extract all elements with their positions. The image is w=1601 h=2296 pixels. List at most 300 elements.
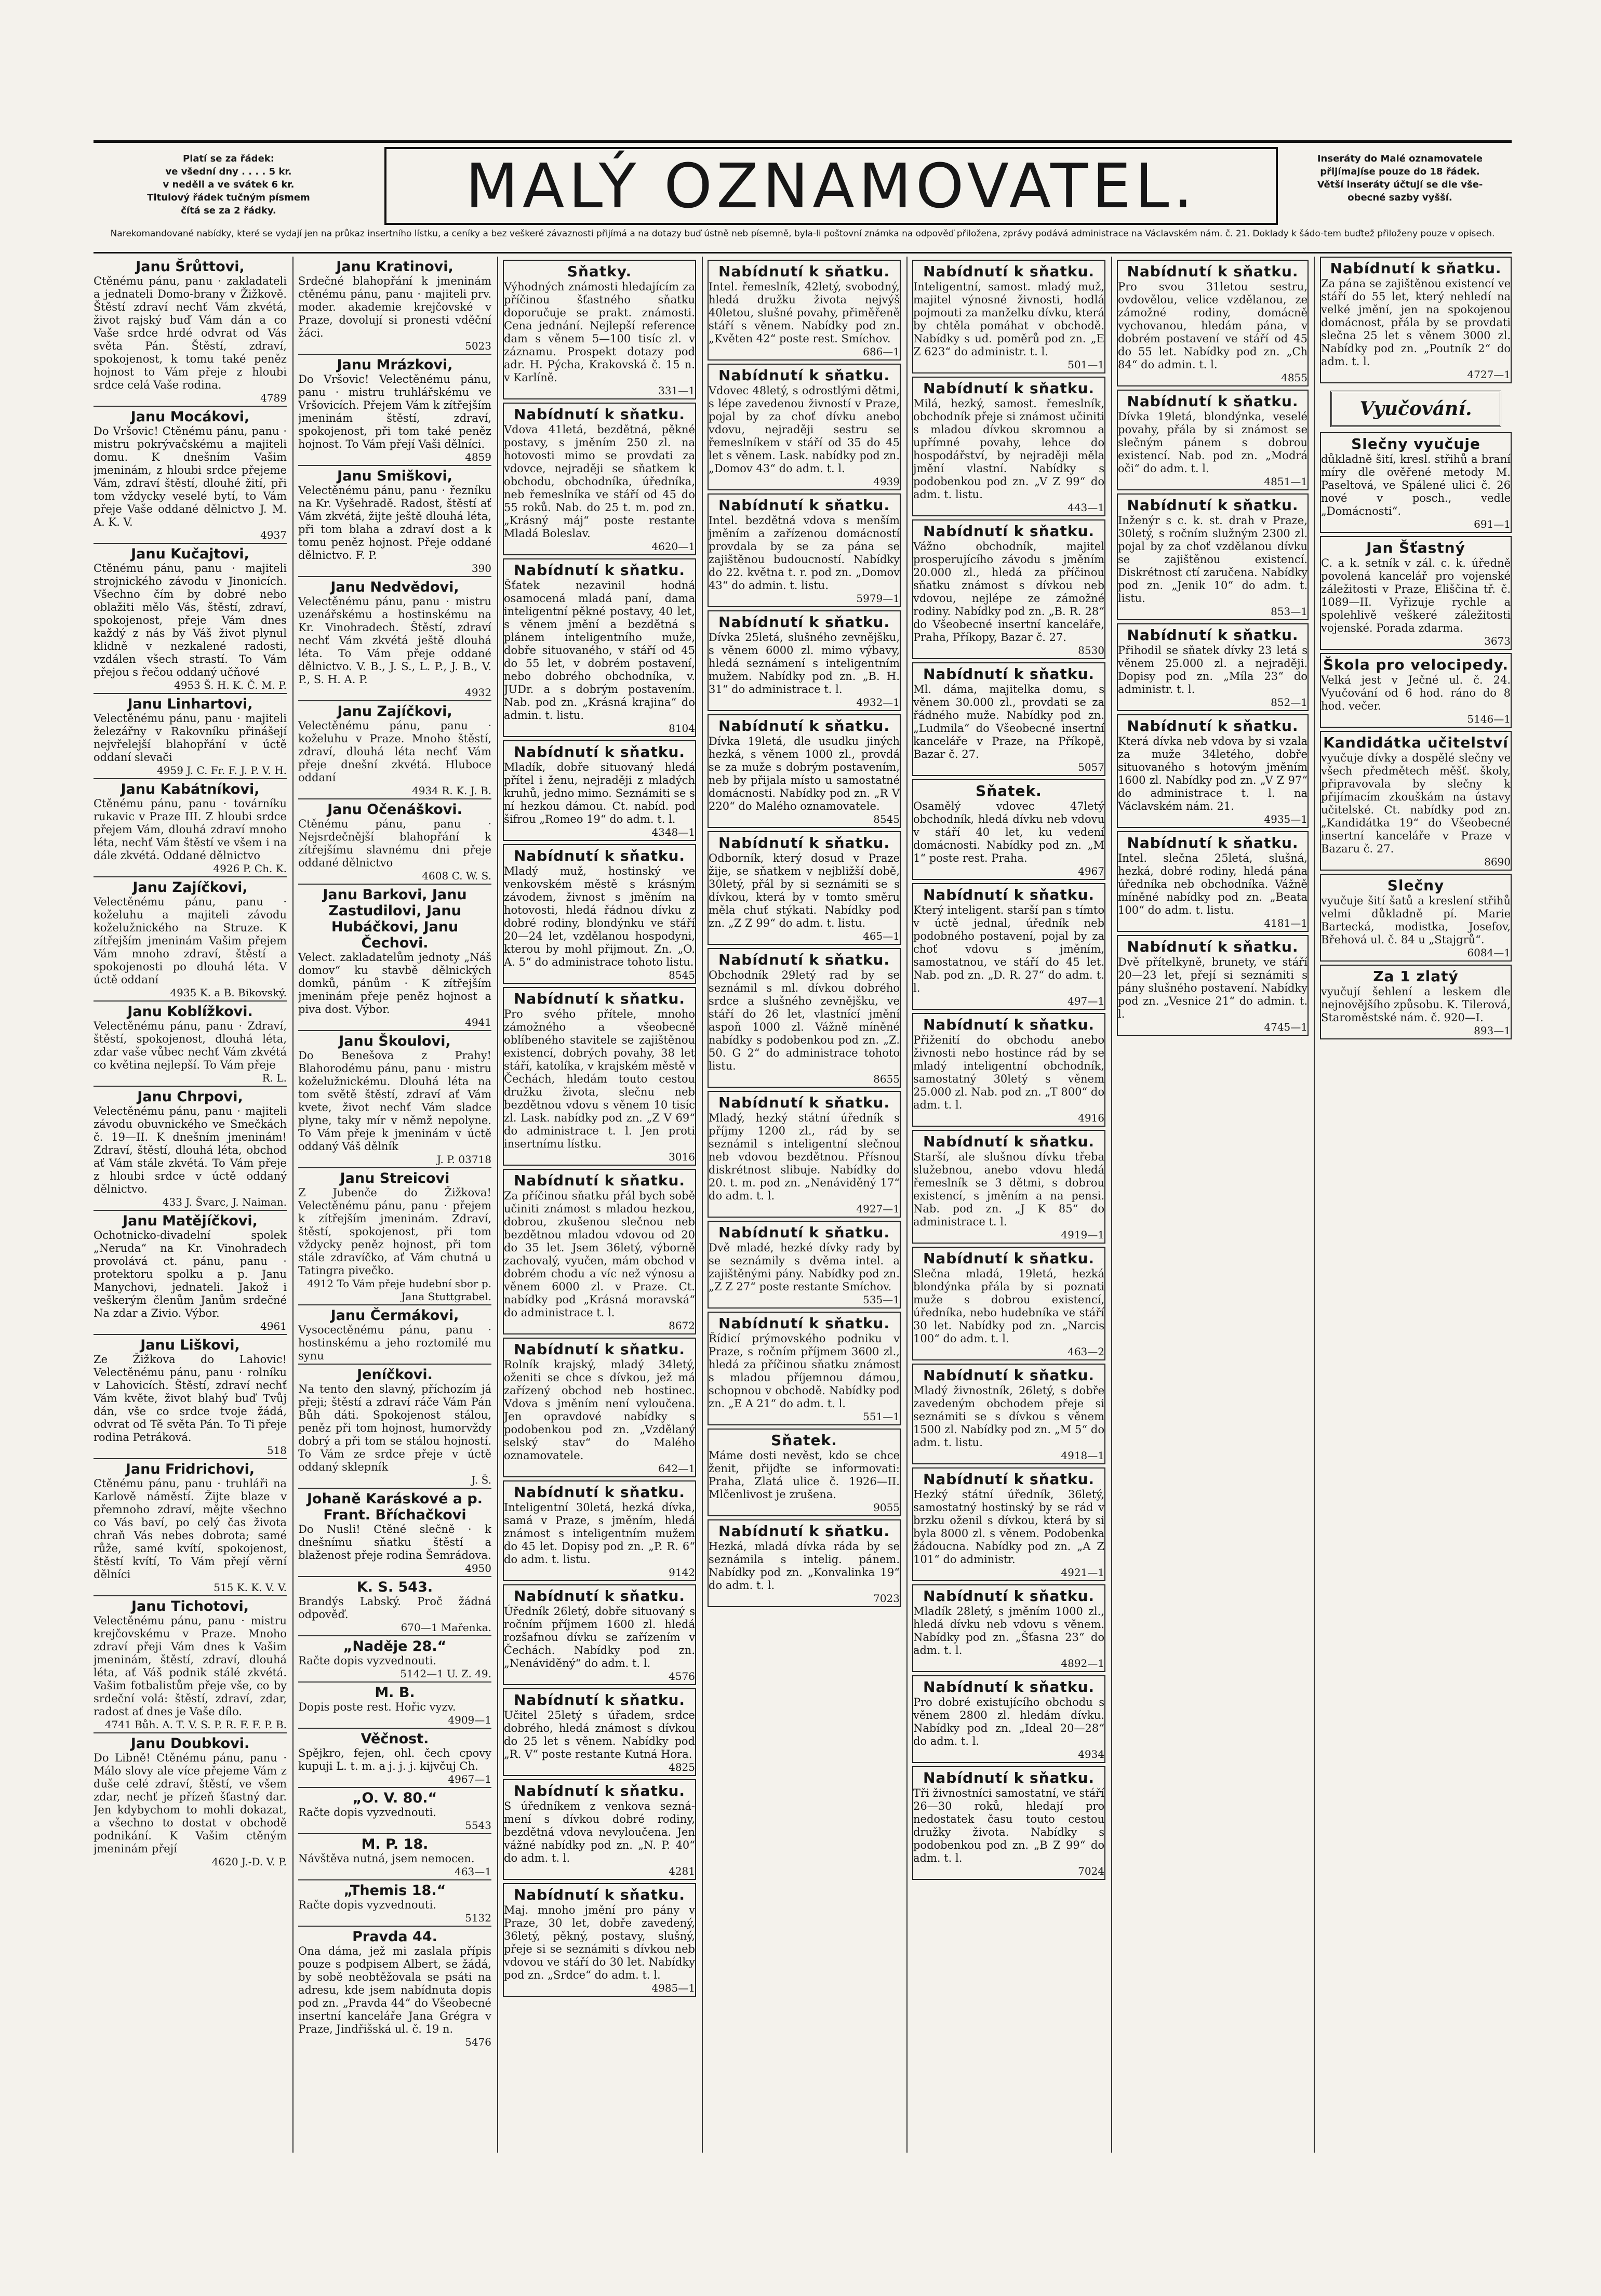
ad-recipient-name: Janu Kabátníkovi, <box>121 781 260 797</box>
ad-signature: 4927—1 <box>856 1203 900 1215</box>
ad-body: Přiženití do obchodu anebo živnosti nebo hostince rád by se mladý inteligentní obchodník, samostatný 30letý s věnem 25.000 zl. Nab. pod zn. „T 800“ do adm. t. l. <box>913 1034 1104 1111</box>
ad-signature: 9142 <box>669 1566 695 1579</box>
ad-heading: Nabídnutí k sňatku. <box>513 1341 686 1358</box>
ad-body: Brandýs Labský. Proč žádná odpověď. <box>298 1595 491 1621</box>
classified-ad <box>1320 653 1512 728</box>
ad-body: Ctěnému pánu, panu · zakladateli a jednateli Domo-brany v Žižkově. Štěstí zdraví nechť Vám zkvétá, život rajský buď Vám dán a co Vaše srdce hrdé odvrat od Vás světa Pán. Štěstí, zdraví, spokojenost, k tomu také peněz hojnost to Vám přeje z hloubi srdce celá Vaše rodina. <box>94 275 287 391</box>
ad-signature: 463—1 <box>455 1865 491 1878</box>
classified-ad <box>503 1480 696 1581</box>
section-title: MALÝ OZNAMOVATEL. <box>384 147 1278 225</box>
ad-body: Mladý muž, hostinský ve venkovském městě s krásným závodem, živnost s jměním na hotovosti, hledá řádnou dívku z dobré rodiny, blondýnku ve stáří 20—24 let, vzdělanou hospodyni, kterou by mohl přijmout. Zn. „O. A. 5“ do administrace tohoto listu. <box>504 865 695 968</box>
ad-signature: 4926 P. Ch. K. <box>213 862 287 875</box>
classified-ad <box>298 1635 491 1681</box>
classified-ad <box>1117 260 1309 386</box>
ad-signature: 5057 <box>1078 761 1104 773</box>
ad-signature: 3673 <box>1484 635 1511 647</box>
classified-ad <box>503 987 696 1166</box>
ad-heading: Za 1 zlatý <box>1373 968 1459 985</box>
ad-heading: Nabídnutí k sňatku. <box>718 951 890 968</box>
classified-ad <box>298 354 491 465</box>
ad-recipient-name: Věčnost. <box>361 1731 429 1747</box>
classified-ad <box>298 1833 491 1879</box>
ad-heading: Nabídnutí k sňatku. <box>513 1172 686 1189</box>
ad-heading: Nabídnutí k sňatku. <box>923 1471 1095 1488</box>
ad-signature: 463—2 <box>1068 1345 1104 1358</box>
classified-ad <box>94 1458 287 1595</box>
ad-body: Intel. řemeslník, 42letý, svobodný, hledá družku života nejvýš 40letou, slušné povahy, přiměřeně stáří s věnem. Nabídky pod zn. „Květen 42“ poste rest. Smíchov. <box>709 281 900 345</box>
ad-heading: Slečny vyučuje <box>1351 435 1480 452</box>
rules-line: Větší inseráty účtují se dle vše- <box>1317 179 1483 190</box>
classified-ad <box>94 406 287 543</box>
ad-body: Mladík, dobře situovaný hledá přítel i ženu, nejraději z mladých kruhů, jedno mimo. Seznámiti se s ní hezkou dámou. Ct. nabíd. pod šifrou „Romeo 19“ do adm. t. l. <box>504 761 695 825</box>
ad-heading: Sňatky. <box>567 263 632 280</box>
ad-signature: 443—1 <box>1068 501 1104 514</box>
ad-recipient-name: Janu Linhartovi, <box>127 696 253 712</box>
ad-signature: 501—1 <box>1068 358 1104 371</box>
price-line: Platí se za řádek: <box>183 153 274 164</box>
ad-heading: Sňatek. <box>976 782 1042 799</box>
rules-line: obecné sazby vyšší. <box>1347 192 1452 203</box>
ad-body: Hezká, mladá dívka ráda by se seznámila s intelig. pánem. Nabídky pod zn. „Konvalinka 19“ do adm. t. l. <box>709 1540 900 1592</box>
ad-body: Odborník, který dosud v Praze žije, se sňatkem v nejbližší době, 30letý, přál by si seznámiti se s dívkou, která by v tomto směru měla chuť stýkati. Nabídky pod zn. „Z Z 99“ do adm. t. listu. <box>709 852 900 929</box>
ad-body: Milá, hezký, samost. řemeslník, obchodník přeje si známost učiniti s mladou dívkou skromnou a upřímné povahy, lehce do hospodářství, by nejraději měla jmění vlastní. Nabídky s podobenkou pod zn. „V Z 99“ do adm. t. listu. <box>913 397 1104 501</box>
ad-heading: Nabídnutí k sňatku. <box>923 523 1095 540</box>
ad-heading: Nabídnutí k sňatku. <box>923 1678 1095 1696</box>
ad-signature: 4961 <box>260 1320 287 1332</box>
ad-body: Rolník krajský, mladý 34letý, oženiti se chce s dívkou, jež má zařízený obchod neb hostinec. Vdova s jměním není vyloučena. Jen opravdové nabídky s podobenkou pod zn. „Vzdělaný selský stav“ do Malého oznamovatele. <box>504 1358 695 1462</box>
ad-body: Mladík 28letý, s jměním 1000 zl., hledá dívku neb vdovu s věnem. Nabídky pod zn. „Šťasna 23“ do adm. t. l. <box>913 1605 1104 1657</box>
ad-signature: 893—1 <box>1474 1024 1511 1037</box>
ad-signature: 4921—1 <box>1061 1566 1104 1579</box>
newspaper-page <box>94 140 1512 2048</box>
ad-body: S úředníkem z venkova sezná-mení s dívkou dobré rodiny, bezdětná vdova nevyloučena. Jen vážné nabídky pod zn. „N. P. 40“ do adm. t. l. <box>504 1800 695 1864</box>
ad-heading: Nabídnutí k sňatku. <box>513 1886 686 1903</box>
ad-body: Vysocectěnému pánu, panu · hostinskému a jeho roztomilé mu synu <box>298 1324 491 1362</box>
ad-body: Z Jubenče do Žižkova! Velectěnému pánu, panu · přejem k zítřejším jmeninám. Zdraví, štěstí, spokojenost, při tom vždycky peněz hojnost, při tom stále zdravíčko, ať Vám chutná u Tatingra pivečko. <box>298 1186 491 1277</box>
ad-signature: 4934 <box>1078 1748 1104 1760</box>
ad-recipient-name: „O. V. 80.“ <box>352 1790 437 1806</box>
ad-body: důkladně šití, kresl. střihů a braní míry dle ověřené metody M. Paseltová, ve Spálené ulici č. 26 nové v posch., vedle „Domácnosti“. <box>1321 453 1511 517</box>
ad-signature: 8655 <box>873 1073 900 1085</box>
ad-recipient-name: Janu Streicovi <box>340 1170 450 1186</box>
ad-signature: 4934 R. K. J. B. <box>412 784 491 797</box>
classified-ad <box>912 1364 1105 1464</box>
ad-body: Ctěnému pánu, panu · továrníku rukavic v Praze III. Z hloubi srdce přejem Vám, dlouhá zdraví mnoho léta, nechť Vám štěstí ve všem i na dále zkvétá. Oddané dělnictvo <box>94 797 287 862</box>
ad-signature: 691—1 <box>1474 518 1511 530</box>
administration-note: Narekomandované nabídky, které se vydají jen na průkaz insertního lístku, a ceníky a bez veškeré závaznosti přijímá a na dotazy buď ústně neb písemně, byla-li poštovní známka na odpověď přiložena, zprávy podává administrace na Václavském nám. č. 21. Doklady k šádo-tem buďtež přiloženy pouze v opisech. <box>110 229 1495 239</box>
ad-signature: 5979—1 <box>856 592 900 605</box>
classified-ad <box>94 1595 287 1732</box>
ad-heading: Nabídnutí k sňatku. <box>718 1224 890 1241</box>
ad-recipient-name: Janu Fridrichovi, <box>125 1461 255 1477</box>
ad-recipient-name: Pravda 44. <box>352 1929 437 1945</box>
ad-signature: 515 K. K. V. V. <box>214 1581 287 1594</box>
classified-ad <box>298 1681 491 1728</box>
ad-body: Na tento den slavný, příchozím já přeji; štěstí a zdraví ráče Vám Pán Bůh dáti. Spokojenost stálou, peněz při tom hojnost, humorvždy dobrý a při tom se stálou hojností. To Vám ze srdce přeje v úctě oddaný sklepník <box>298 1383 491 1473</box>
ad-heading: Nabídnutí k sňatku. <box>718 717 890 735</box>
ad-signature: 8530 <box>1078 644 1104 657</box>
ad-heading: Nabídnutí k sňatku. <box>1127 938 1299 955</box>
ad-heading: Nabídnutí k sňatku. <box>718 834 890 851</box>
classified-ad <box>298 700 491 798</box>
ad-heading: Nabídnutí k sňatku. <box>513 990 686 1007</box>
ad-signature: 4620 J.-D. V. P. <box>211 1856 287 1868</box>
price-box <box>94 152 364 217</box>
classified-ad <box>298 1879 491 1926</box>
ad-signature: 8545 <box>873 813 900 825</box>
ad-body: Přihodil se sňatek dívky 23 letá s věnem 25.000 zl. a nejraději. Dopisy pod zn. „Míla 23“ do administr. t. l. <box>1118 644 1308 696</box>
ad-signature: 4825 <box>669 1761 695 1773</box>
classified-ad <box>1320 731 1512 871</box>
ad-heading: Nabídnutí k sňatku. <box>718 367 890 384</box>
ad-body: Inženýr s c. k. st. drah v Praze, 30letý, s ročním služným 2300 zl. pojal by za choť vzdělanou dívku se zajištěnou existencí. Diskrétnost ctí zaručena. Nabídky pod zn. „Jenik 10“ do adm. t. listu. <box>1118 514 1308 605</box>
ad-body: Mladý živnostník, 26letý, s dobře zavedeným obchodem přeje si seznámiti se s dívkou s věnem 1500 zl. Nabídky pod zn. „M 5“ do adm. t. listu. <box>913 1384 1104 1449</box>
ad-heading: Nabídnutí k sňatku. <box>1330 260 1502 277</box>
ad-body: Pro svou 31letou sestru, ovdovělou, velice vzdělanou, ze zámožné rodiny, domácně vychovanou, hledám pána, v dobrém postavení ve stáří od 45 do 55 let. Nabídky pod zn. „Ch 84“ do admin. t. l. <box>1118 281 1308 371</box>
ad-signature: 4941 <box>465 1016 491 1029</box>
ad-signature: 5142—1 U. Z. 49. <box>400 1667 491 1680</box>
column-rule <box>497 257 498 2153</box>
classified-ad <box>94 876 287 1000</box>
classified-ad <box>298 1926 491 2050</box>
ad-signature: 852—1 <box>1271 696 1308 709</box>
classified-ad <box>708 610 901 711</box>
classified-ad <box>1320 432 1512 533</box>
rules-line: přijímajíse pouze do 18 řádek. <box>1320 166 1480 177</box>
ad-body: Do Libně! Ctěnému pánu, panu · Málo slovy ale více přejeme Vám z duše celé zdraví, štěstí, ve všem zdar, nechť je přízeň šťastný dar. Jen kdybychom to mohli dokazat, a všechno to dostat v obchodě podnikání. K Vašim ctěným jmeninám přejí <box>94 1752 287 1855</box>
ad-signature: 4892—1 <box>1061 1657 1104 1670</box>
ad-signature: 4348—1 <box>651 826 695 838</box>
ad-heading: Nabídnutí k sňatku. <box>1127 263 1299 280</box>
ad-signature: 8104 <box>669 722 695 735</box>
ad-recipient-name: Janu Kratinovi, <box>336 259 453 275</box>
ad-body: Velká jest v Ječné ul. č. 24. Vyučování od 6 hod. ráno do 8 hod. večer. <box>1321 674 1511 712</box>
ad-signature: 4959 J. C. Fr. F. J. P. V. H. <box>157 764 287 777</box>
classified-ad <box>1117 935 1309 1036</box>
ad-body: Inteligentní, samost. mladý muž, majitel výnosné živnosti, hodlá pojmouti za manželku dívku, která by chtěla pomáhat v obchodě. Nabídky s ud. poměrů pod zn. „E Z 623“ do administr. t. l. <box>913 281 1104 358</box>
classified-ad <box>298 1364 491 1488</box>
ad-recipient-name: Janu Čermákovi, <box>330 1307 459 1324</box>
ad-heading: Nabídnutí k sňatku. <box>718 1094 890 1111</box>
ad-recipient-name: Janu Očenáškovi. <box>327 802 462 818</box>
ad-body: Obchodník 29letý rad by se seznámil s ml. dívkou dobrého srdce a slušného zevnějšku, ve stáří do 26 let, vlastnící jmění aspoň 1000 zl. Vážně míněné nabídky s podobenkou pod zn. „Z. 50. G 2“ do administrace tohoto listu. <box>709 969 900 1072</box>
ad-body: Za příčinou sňatku přál bych sobě učiniti známost s mladou hezkou, dobrou, zkušenou slečnou neb bezdětnou mladou vdovou od 20 do 35 let. Jsem 36letý, výborně zachovalý, vyučen, mám obchod v dobrém chodu a víc než výnosu a věnem 6000 zl. v Praze. Ct. nabídky pod „Krásná moravská“ do administrace t. l. <box>504 1190 695 1319</box>
ad-body: Mladý, hezký státní úředník s příjmy 1200 zl., rád by se seznámil s inteligentní slečnou neb vdovou bezdětnou. Přísnou diskrétnost slibuje. Nabídky do 20. t. m. pod zn. „Nenáviděný 17“ do adm. t. l. <box>709 1112 900 1202</box>
ad-signature: 535—1 <box>863 1293 900 1306</box>
ad-body: Dívka 19letá, dle usudku jiných hezká, s věnem 1000 zl., provdá se za muže s dobrým postavením, neb by přijala místo u samostatné domácnosti. Nabídky pod zn. „R V 220“ do Malého oznamovatele. <box>709 735 900 812</box>
ad-signature: 4745—1 <box>1264 1021 1308 1033</box>
ad-heading: Sňatek. <box>771 1432 837 1449</box>
classified-ad <box>912 1467 1105 1581</box>
column-rule <box>292 257 293 2153</box>
ad-recipient-name: Janu Mrázkovi, <box>337 357 453 373</box>
ad-signature: 4281 <box>669 1865 695 1877</box>
classified-ad <box>708 831 901 945</box>
ad-signature: 433 J. Švarc, J. Naiman. <box>162 1196 287 1208</box>
column-rule <box>1111 257 1112 2153</box>
ad-body: Do Vršovic! Velectěnému pánu, panu · mistru truhlářskému ve Vršovicích. Přejem Vám k zítřejším jmeninám štěstí, zdraví, spokojenost, při tom také peněz hojnost. To Vám přejí Vaši dělníci. <box>298 373 491 450</box>
ad-heading: Nabídnutí k sňatku. <box>1127 717 1299 735</box>
ad-signature: 4916 <box>1078 1112 1104 1124</box>
ad-recipient-name: Janu Liškovi, <box>140 1337 240 1353</box>
column-rule <box>906 257 908 2153</box>
ad-body: Račte dopis vyzvednouti. <box>298 1654 436 1667</box>
classified-ad <box>708 714 901 828</box>
ad-signature: 6084—1 <box>1467 946 1511 959</box>
classified-ad <box>912 377 1105 516</box>
classified-ad <box>708 493 901 607</box>
ad-body: Úředník 26letý, dobře situovaný s ročním příjmem 1600 zl. hledá rozšafnou dívku se zařízením v Čechách. Nabídky pod zn. „Nenáviděný“ do adm. t. l. <box>504 1605 695 1670</box>
classified-ad <box>708 1221 901 1309</box>
ad-body: Starší, ale slušnou dívku třeba služebnou, anebo vdovu hledá řemeslník se 3 dětmi, s dobrou existencí, s jměním a na pensi. Nab. pod zn. „J K 85“ do administrace t. l. <box>913 1151 1104 1228</box>
classified-ad <box>912 519 1105 659</box>
classified-ad <box>94 1210 287 1334</box>
classified-ad <box>708 1312 901 1425</box>
ad-recipient-name: Janu Zajíčkovi, <box>337 703 452 719</box>
ad-signature: 4909—1 <box>448 1714 491 1726</box>
classified-ad <box>708 948 901 1088</box>
ad-recipient-name: K. S. 543. <box>356 1579 433 1595</box>
classified-ad <box>298 798 491 884</box>
classified-ad <box>1117 714 1309 828</box>
ad-recipient-name: Janu Barkovi, Janu Zastudilovi, Janu Hubáčkovi, Janu Čechovi. <box>323 887 467 951</box>
ad-signature: 4939 <box>873 475 900 488</box>
ad-body: Dvě přítelkyně, brunety, ve stáří 20—23 let, přejí si seznámiti s pány slušného postavení. Nabídky pod zn. „Vesnice 21“ do admin. t. l. <box>1118 956 1308 1020</box>
ad-heading: Nabídnutí k sňatku. <box>923 1769 1095 1786</box>
ad-body: Návštěva nutná, jsem nemocen. <box>298 1852 475 1865</box>
ad-signature: 5146—1 <box>1467 713 1511 725</box>
classified-ad <box>298 576 491 700</box>
ad-signature: 4950 <box>465 1562 491 1574</box>
ad-signature: 4935 K. a B. Bikovský. <box>170 986 287 999</box>
classified-ad <box>1320 257 1512 383</box>
ad-signature: 853—1 <box>1271 605 1308 618</box>
ad-body: Intel. slečna 25letá, slušná, hezká, dobré rodiny, hledá pána úředníka neb obchodníka. Vážně míněné nabídky pod zn. „Beata 100“ do adm. t. listu. <box>1118 852 1308 916</box>
classified-ad <box>298 1787 491 1833</box>
ad-heading: Nabídnutí k sňatku. <box>923 1250 1095 1267</box>
classified-ad <box>708 1429 901 1516</box>
ad-body: Která dívka neb vdova by si vzala za muže 34letého, dobře situovaného s hotovým jměním 1600 zl. Nabídky pod zn. „V Z 97“ do administrace t. l. na Václavském nám. 21. <box>1118 735 1308 812</box>
ad-signature: 551—1 <box>863 1410 900 1423</box>
ad-signature: 5543 <box>465 1819 491 1832</box>
column-1 <box>94 257 287 2153</box>
ad-recipient-name: Janu Zajíčkovi, <box>132 879 248 896</box>
classified-ad <box>94 778 287 876</box>
ad-body: Srdečné blahopřání k jmeninám ctěnému pánu, panu · majiteli prv. moder. akademie krejčovské v Praze, dovolují si pronesti vděční žáci. <box>298 275 491 339</box>
classified-ad <box>298 884 491 1030</box>
ad-signature: 7023 <box>873 1592 900 1605</box>
ad-body: Za pána se zajištěnou existencí ve stáří do 55 let, který nehledí na velké jmění, jen na spokojenou domácnost, přála by se provdati slečna 25 let s věnem 3000 zl. Nabídky pod zn. „Poutník 2“ do adm. t. l. <box>1321 277 1511 368</box>
ad-recipient-name: M. P. 18. <box>361 1836 429 1852</box>
ad-heading: Nabídnutí k sňatku. <box>1127 497 1299 514</box>
ad-body: Dopis poste rest. Hořic vyzv. <box>298 1701 456 1713</box>
ad-signature: 4912 To Vám přeje hudební sbor p. Jana Stuttgrabel. <box>307 1277 491 1303</box>
classified-ad <box>1320 536 1512 650</box>
ad-signature: 4181—1 <box>1264 917 1308 929</box>
ad-body: Velectěnému pánu, panu · koželuhu v Praze. Mnoho štěstí, zdraví, dlouhá léta nechť Vám přeje dnešní zkvétá. Hluboce oddaní <box>298 719 491 784</box>
ad-signature: 465—1 <box>863 930 900 942</box>
ad-signature: 7024 <box>1078 1865 1104 1877</box>
ad-signature: 8672 <box>669 1319 695 1332</box>
ad-body: Ona dáma, jež mi zaslala přípis pouze s podpisem Albert, se žádá, by sobě neobtěžovala se psáti na adresu, kde jsem nabídnuta dopis pod zn. „Pravda 44“ do Všeobecné insertní kanceláře Jana Grégra v Praze, Jindřišská ul. č. 19 n. <box>298 1945 491 2035</box>
ad-columns <box>94 257 1512 2153</box>
ad-heading: Nabídnutí k sňatku. <box>923 1133 1095 1150</box>
ad-body: Výhodných známosti hledajícím za příčinou šťastného sňatku doporučuje se prakt. známosti. Cena jednání. Nejlepší reference dam s věnem 5—100 tisíc zl. v záznamu. Prospekt dotazy pod adr. H. Pýcha, Krakovská č. 15 n. v Karlíně. <box>504 281 695 384</box>
ad-body: Velect. zakladatelům jednoty „Náš domov“ ku stavbě dělnických domků, pánům · K zítřejším jmeninám přeje peněz hojnost a piva dost. Výbor. <box>298 951 491 1016</box>
classified-ad <box>298 1728 491 1787</box>
classified-ad <box>912 1130 1105 1244</box>
classified-ad <box>503 260 696 399</box>
ad-heading: Nabídnutí k sňatku. <box>513 406 686 423</box>
section-heading: Vyučování. <box>1330 391 1501 427</box>
ad-signature: 4859 <box>465 451 491 463</box>
ad-heading: Kandidátka učitelství <box>1323 734 1509 751</box>
classified-ad <box>503 1883 696 1997</box>
ad-body: Hezký státní úředník, 36letý, samostatný hostinský by se rád v brzku oženil s dívkou, která by si byla 8000 zl. s věnem. Podobenka žádoucna. Nabídky pod zn. „A Z 101“ do administr. <box>913 1488 1104 1566</box>
ad-heading: Nabídnutí k sňatku. <box>718 263 890 280</box>
column-2 <box>298 257 491 2153</box>
ad-body: vyučují šehlení a leskem dle nejnovějšího způsobu. K. Tilerová, Staroměstské nám. č. 920—I. <box>1321 985 1511 1024</box>
ad-body: Spějkro, fejen, ohl. čech cpovy kupuji L. t. m. a j. j. j. kijvčuj Ch. <box>298 1747 491 1772</box>
ad-heading: Nabídnutí k sňatku. <box>513 1587 686 1605</box>
ad-signature: 4967—1 <box>448 1773 491 1785</box>
ad-body: C. a k. setník v zál. c. k. úředně povolená kancelář pro vojenské záležitosti v Praze, Eliščina tř. č. 1089—II. Vyřizuje rychle a spolehlivě veškeré záležitosti vojenské. Porada zdarma. <box>1321 557 1511 634</box>
ad-body: Ctěnému pánu, panu · truhláři na Karlově náměstí. Žijte blaze v přemnoho zdraví, mějte všechno co Vás baví, po celý čas života chraň Vás nebes dobrota; samé růže, samé kvítí, spokojenost, štěstí kvítí, To Vám přejí věrní dělníci <box>94 1477 287 1581</box>
ad-heading: Nabídnutí k sňatku. <box>718 613 890 631</box>
ad-heading: Nabídnutí k sňatku. <box>718 1315 890 1332</box>
ad-heading: Nabídnutí k sňatku. <box>1127 626 1299 644</box>
classified-ad <box>708 1091 901 1218</box>
classified-ad <box>912 779 1105 880</box>
ad-signature: 670—1 Mařenka. <box>401 1621 491 1634</box>
classified-ad <box>912 260 1105 373</box>
ad-body: vyučuje dívky a dospělé slečny ve všech předmětech měšť. školy, připravovala by slečny k přijímacím zkouškám na ústavy učitelské. Ct. nabídky pod zn. „Kandidátka 19“ do Všeobecné insertní kanceláře v Praze v Bazaru č. 27. <box>1321 752 1511 855</box>
ad-heading: Slečny <box>1387 877 1445 894</box>
ad-signature: 4576 <box>669 1670 695 1683</box>
ad-signature: 4985—1 <box>651 1982 695 1994</box>
ad-signature: 390 <box>471 562 491 575</box>
ad-signature: 331—1 <box>658 384 695 397</box>
ad-signature: 4953 Š. H. K. Č. M. P. <box>174 679 287 691</box>
ad-recipient-name: Janu Matějíčkovi, <box>123 1213 258 1229</box>
classified-ad <box>1117 831 1309 932</box>
ad-body: Ochotnicko-divadelní spolek „Neruda“ na Kr. Vinohradech provolává ct. pánu, panu · protektoru spolku a p. Janu Manychovi, jednateli. Jakož i veškerým členům Janům srdečné Na zdar a Zivio. Výbor. <box>94 1229 287 1319</box>
ad-signature: 4741 Bůh. A. T. V. S. P. R. F. F. P. B. <box>104 1718 287 1731</box>
ad-signature: 9055 <box>873 1501 900 1514</box>
ad-heading: Škola pro velocipedy. <box>1323 656 1509 673</box>
ad-signature: 4919—1 <box>1061 1229 1104 1241</box>
ad-body: Pro dobré existujícího obchodu s věnem 2800 zl. hledám dívku. Nabídky pod zn. „Ideal 20—28“ do adm. t. l. <box>913 1696 1104 1747</box>
classified-ad <box>912 1584 1105 1672</box>
ad-body: vyučuje šití šatů a kreslení střihů velmi důkladně pí. Marie Bartecká, modistka, Josefov, Břehová ul. č. 84 u „Stajgrů“. <box>1321 895 1511 946</box>
ad-recipient-name: Janu Chrpovi, <box>137 1089 243 1105</box>
ad-recipient-name: Jeníčkovi. <box>357 1367 433 1383</box>
ad-heading: Nabídnutí k sňatku. <box>513 847 686 864</box>
price-line: ve všední dny . . . . 5 kr. <box>165 166 292 177</box>
classified-ad <box>94 1000 287 1086</box>
ad-body: Vážno obchodník, majitel prosperujícího závodu s jměním 20.000 zl., hledá za příčinou sňatku známost s dívkou neb vdovou, nejlépe ze zámožné rodiny. Nabídky pod zn. „B. R. 28“ do Všeobecné insertní kanceláře, Praha, Příkopy, Bazar č. 27. <box>913 540 1104 644</box>
ad-signature: 4918—1 <box>1061 1449 1104 1462</box>
ad-signature: 8545 <box>669 969 695 981</box>
classified-ad <box>503 844 696 984</box>
ad-heading: Nabídnutí k sňatku. <box>923 665 1095 683</box>
ad-body: Osamělý vdovec 47letý obchodník, hledá dívku neb vdovu v stáří 40 let, ku vedení domácnosti. Nabídky pod zn. „M 1“ poste rest. Praha. <box>913 800 1104 864</box>
classified-ad <box>1117 493 1309 620</box>
classified-ad <box>503 1688 696 1776</box>
ad-body: Ctěnému pánu, panu · Nejsrdečnější blahopřání k zítřejšímu slavnému dni přeje oddané dělnictvo <box>298 818 491 869</box>
classified-ad <box>912 883 1105 1010</box>
ad-body: Velectěnému pánu, panu · mistru krejčovskému v Praze. Mnoho zdraví přeji Vám dnes k Vašim jmeninám, štěstí, zdraví, dlouhá léta, ať Váš podnik stálé zkvétá. Vašim fotbalistům přeje vše, co by srdeční volá: štěstí, zdraví, zdar, radost ať dnes je Vaše dílo. <box>94 1614 287 1718</box>
ad-body: Šťatek nezavinil hodná osamocená mladá paní, dama inteligentní pěkné postavy, 40 let, s věnem jmění a bezdětná s plánem inteligentního muže, dobře situovaného, v stáří od 45 do 55 let, v dobrém postavení, nebo dobrého obchodníka, v. JUDr. a s dobrým postavením. Nab. pod zn. „Krásná krajina“ do admin. t. listu. <box>504 579 695 722</box>
ad-recipient-name: Janu Koblížkovi. <box>127 1004 253 1020</box>
classified-ad <box>1117 390 1309 490</box>
classified-ad <box>503 740 696 841</box>
ad-recipient-name: Janu Smiškovi, <box>337 468 452 484</box>
ad-body: Do Benešova z Prahy! Blahorodému pánu, panu · mistru koželužnickému. Dlouhá léta na tom světě štěstí, zdraví ať Vám kvete, život nechť Vám sladce plyne, taky mír v němž nepolyne. To Vám přeje k jmeninám v úctě oddaný Váš dělník <box>298 1049 491 1153</box>
ad-signature: 497—1 <box>1068 995 1104 1007</box>
ad-body: Pro svého přítele, mnoho zámožného a všeobecně oblíbeného stavitele se zajištěnou existencí, dobrých povahy, 38 let stáří, katolíka, v krajském městě v Čechách, hledám touto cestou družku života, slečnu neb bezdětnou vdovu s věnem 10 tisíc zl. Lask. nabídky pod zn. „Z V 69“ do administrace t. l. Jen proti insertnímu lístku. <box>504 1008 695 1150</box>
ad-heading: Nabídnutí k sňatku. <box>923 1016 1095 1033</box>
ad-body: Intel. bezdětná vdova s menším jměním a zařízenou domácností provdala by se za pána se zajištěnou budoucností. Nabídky do 22. května t. r. pod zn. „Domov 43“ do admin. t. listu. <box>709 514 900 592</box>
ad-signature: 686—1 <box>863 345 900 358</box>
classified-ad <box>708 1519 901 1607</box>
classified-ad <box>708 260 901 361</box>
ad-signature: 3016 <box>669 1151 695 1163</box>
insert-rules-box <box>1288 152 1512 204</box>
classified-ad <box>94 257 287 406</box>
classified-ad <box>94 1334 287 1458</box>
ad-heading: Nabídnutí k sňatku. <box>513 743 686 760</box>
ad-signature: 4727—1 <box>1467 368 1511 381</box>
ad-signature: 518 <box>266 1444 287 1457</box>
ad-signature: 4935—1 <box>1264 813 1308 825</box>
classified-ad <box>298 257 491 354</box>
classified-ad <box>94 543 287 693</box>
classified-ad <box>298 1576 491 1635</box>
ad-signature: 4932—1 <box>856 696 900 709</box>
ad-heading: Nabídnutí k sňatku. <box>513 1484 686 1501</box>
ad-heading: Nabídnutí k sňatku. <box>923 263 1095 280</box>
classified-ad <box>503 1169 696 1334</box>
ad-body: Velectěnému pánu, panu · majiteli železářny v Rakovníku přinášejí nejvřelejší blahopřání v úctě oddaní slevači <box>94 712 287 764</box>
rules-line: Inseráty do Malé oznamovatele <box>1317 153 1483 164</box>
ad-recipient-name: Janu Mocákovi, <box>130 409 250 425</box>
ad-body: Maj. mnoho jmění pro pány v Praze, 30 let, dobře zavedený, 36letý, pěkný, postavy, slušný, přeje si se seznámiti s dívkou neb vdovou ve stáří do 30 let. Nabídky pod zn. „Srdce“ do adm. t. l. <box>504 1904 695 1981</box>
classified-ad <box>912 662 1105 776</box>
classified-ad <box>298 1167 491 1304</box>
classified-ad <box>94 693 287 778</box>
ad-signature: J. Š. <box>471 1474 491 1486</box>
ad-body: Vdova 41letá, bezdětná, pěkné postavy, s jměním 250 zl. na hotovosti mimo se provdati za vdovce, nejraději se sňatkem k obchodu, obchodníka, úředníka, neb řemeslníka ve stáří od 45 do 55 roků. Nab. do 25 t. m. pod zn. „Krásný máj“ poste restante Mladá Boleslav. <box>504 423 695 540</box>
classified-ad <box>94 1732 287 1870</box>
ad-signature: 4620—1 <box>651 540 695 553</box>
ad-heading: Nabídnutí k sňatku. <box>513 562 686 579</box>
ad-body: Račte dopis vyzvednouti. <box>298 1806 436 1819</box>
ad-signature: 4937 <box>260 529 287 541</box>
column-5 <box>912 257 1105 2153</box>
ad-recipient-name: „Themis 18.“ <box>343 1883 446 1899</box>
ad-heading: Nabídnutí k sňatku. <box>923 380 1095 397</box>
ad-recipient-name: Janu Tichotovi, <box>131 1598 249 1614</box>
ad-signature: 8690 <box>1484 856 1511 868</box>
ad-body: Který inteligent. starší pan s tímto v úctě jednal, úředník neb podobného postavení, pojal by za choť vdovu s jměním, samostatnou, ve stáří do 45 let. Nab. pod zn. „D. R. 27“ do adm. t. l. <box>913 904 1104 994</box>
ad-body: Velectěnému pánu, panu · Zdraví, štěstí, spokojenost, dlouhá léta, zdar vaše vůbec nechť Vám zkvétá co květina nejlepší. To Vám přeje <box>94 1020 287 1071</box>
ad-heading: Nabídnutí k sňatku. <box>923 886 1095 903</box>
ad-signature: 5476 <box>465 2036 491 2048</box>
classified-ad <box>94 1086 287 1210</box>
ad-body: Dívka 25letá, slušného zevnějšku, s věnem 6000 zl. mimo výbavy, hledá seznámení s inteligentním mužem. Nabídky pod zn. „B. H. 31“ do administrace t. l. <box>709 631 900 696</box>
ad-recipient-name: Janu Doubkovi. <box>130 1736 250 1752</box>
